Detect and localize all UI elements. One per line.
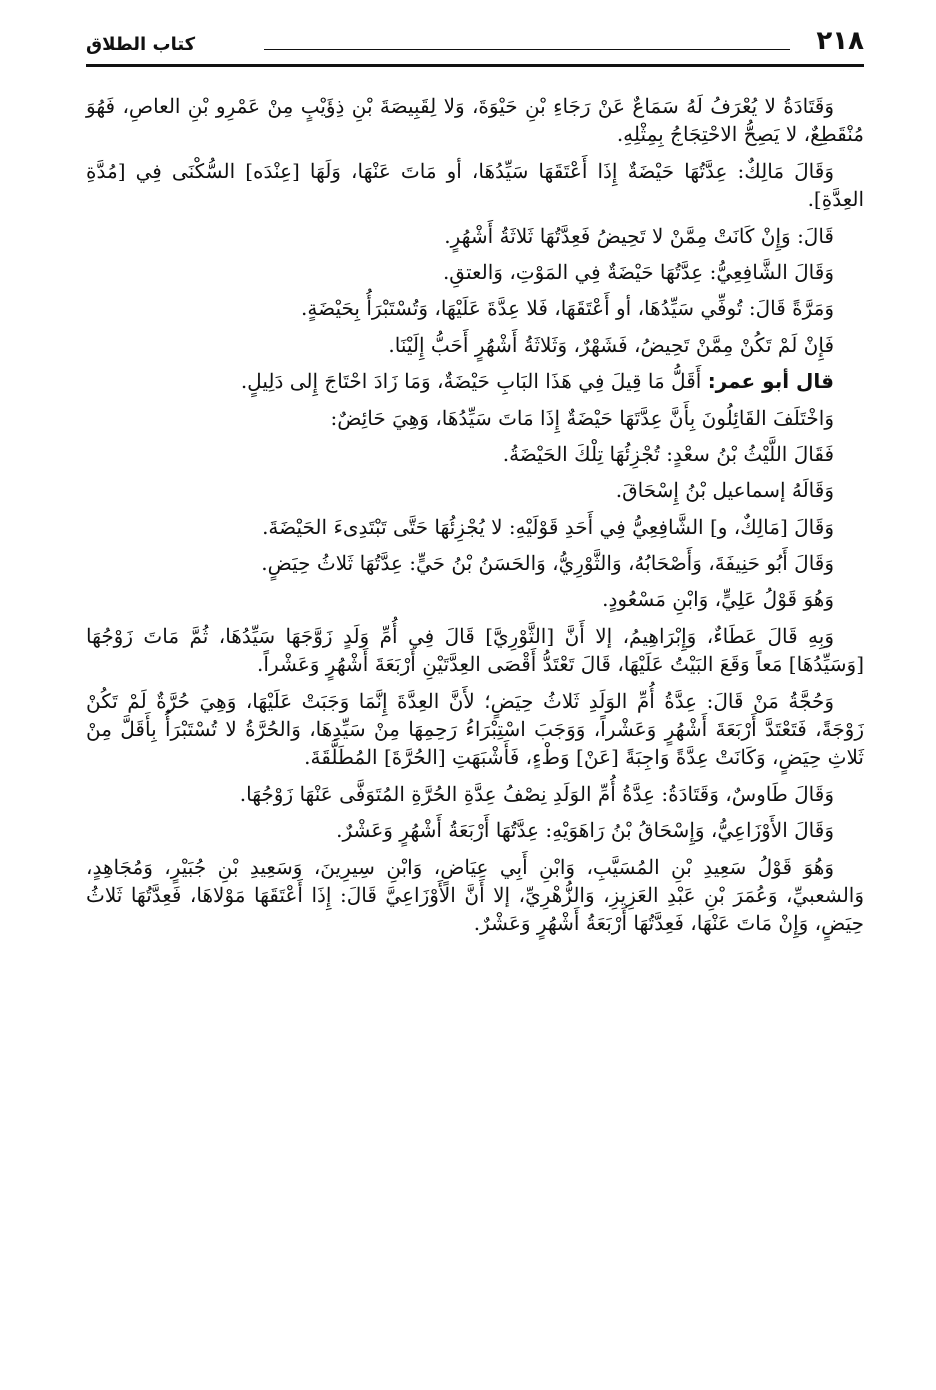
paragraph: وَقَالَ [مَالِكٌ، و] الشَّافِعِيُّ فِي أَحَدِ قَوْلَيْهِ: لا يُجْزِئُهَا حَتَّى تَبْتَدِىءَ الحَيْضَةَ. bbox=[262, 514, 834, 539]
paragraph: فَإِنْ لَمْ تَكُنْ مِمَّنْ تَحِيضُ، فَشَهْرٌ، وَثَلاثَةُ أَشْهُرٍ أَحَبُّ إِلَيْنَا. bbox=[388, 332, 834, 357]
paragraph: وَبِهِ قَالَ عَطَاءٌ، وَإِبْرَاهِيمُ، إلا أَنَّ [الثَّوْرِيَّ] قَالَ فِي أُمِّ وَلَدٍ زَوَّجَهَا سَيِّدُهَا، ثُمَّ مَاتَ زَوْجُهَا [وَسَيِّدُهَا] مَعاً وَقَعَ البَيْتُ عَلَيْهَا، قَالَ تَعْتَدُّ أَقْصَى العِدَّتَيْنِ أَرْبَعَةَ أَشْهُرٍ وَعَشْراً. bbox=[86, 623, 864, 677]
paragraph: وَمَرَّةً قَالَ: تُوفِّي سَيِّدُهَا، أو أَعْتَقَهَا، فَلا عِدَّةَ عَلَيْهَا، وَتُسْتَبْرَأُ بِحَيْضَةٍ. bbox=[301, 296, 834, 321]
paragraph: فَقَالَ اللَّيْثُ بْنُ سعْدٍ: تُجْزِئُهَا تِلْكَ الحَيْضَةُ. bbox=[502, 441, 834, 466]
paragraph: وَهُوَ قَوْلُ سَعِيدِ بْنِ المُسَيَّبِ، وَابْنِ أَبِي عِيَاضٍ، وَابْنِ سِيرِينَ، وَسَعِيدِ بْنِ جُبَيْرٍ، وَمُجَاهِدٍ، وَالشعبيِّ، وَعُمَرَ بْنِ عَبْدِ العَزِيزِ، وَالزُّهْرِيِّ، إلا أَنَّ الأَوْزَاعِيَّ قَالَ: إِذَا أَعْتَقَهَا مَوْلاهَا، فَعِدَّتُهَا ثَلاثُ حِيَضٍ، وَإِنْ مَاتَ عَنْهَا، فَعِدَّتُهَا أَرْبَعَةُ أَشْهُرٍ وَعَشْرٌ. bbox=[86, 854, 864, 936]
paragraph: قَالَ: وَإِنْ كَانَتْ مِمَّنْ لا تَحِيضُ فَعِدَّتُهَا ثَلاثَةُ أَشْهُرٍ. bbox=[444, 223, 834, 248]
speaker-label: قال أبو عمر: bbox=[707, 369, 834, 394]
paragraph: وَقَالَهُ إسماعيل بْنُ إِسْحَاقَ. bbox=[615, 478, 834, 503]
paragraph: وَاخْتَلَفَ القَائِلُونَ بِأَنَّ عِدَّتَهَا حَيْضَةٌ إِذَا مَاتَ سَيِّدُهَا، وَهِيَ حَائِضٌ: bbox=[330, 405, 834, 430]
paragraph-with-speaker bbox=[86, 367, 864, 395]
page-header bbox=[86, 26, 864, 62]
header-divider bbox=[264, 49, 790, 50]
paragraph: وَحُجَّةُ مَنْ قَالَ: عِدَّةُ أُمِّ الوَلَدِ ثَلاثُ حِيَضٍ؛ لأَنَّ العِدَّةَ إِنَّمَا وَجَبَتْ عَلَيْهَا، وَهِيَ حُرَّةٌ لَمْ تَكُنْ زَوْجَةً، فَتَعْتَدَّ أَرْبَعَةَ أَشْهُرٍ وَعَشْراً، وَوَجَبَ اسْتِبْرَاءُ رَحِمِهَا مِنْ سَيِّدِهَا، وَالحُرَّةُ لا تُسْتَبْرَأُ بِأَقَلَّ مِنْ ثَلاثِ حِيَضٍ، وَكَانَتْ عِدَّةً وَاجِبَةً [عَنْ] وَطْءٍ، فَأَشْبَهَتِ [الحُرَّةَ] المُطَلَّقَةَ. bbox=[86, 688, 864, 770]
paragraph: وَهُوَ قَوْلُ عَلِيٍّ، وَابْنِ مَسْعُودٍ. bbox=[602, 587, 834, 612]
running-title: كتاب الطلاق bbox=[86, 34, 196, 55]
paragraph-text: أَقَلُّ مَا قِيلَ فِي هَذَا البَابِ حَيْضَةٌ، وَمَا زَادَ احْتَاجَ إِلى دَلِيلٍ. bbox=[240, 369, 708, 394]
paragraph: وَقَتَادَةُ لا يُعْرَفُ لَهُ سَمَاعٌ عَنْ رَجَاءِ بْنِ حَيْوَةَ، وَلا لِقَبِيصَةَ بْنِ ذِؤَيْبٍ مِنْ عَمْرِو بْنِ العاصِ، فَهُوَ مُنْقَطِعٌ، لا يَصِحُّ الاحْتِجَاجُ بِمِثْلِهِ. bbox=[86, 94, 864, 147]
paragraph: وَقَالَ الشَّافِعِيُّ: عِدَّتُهَا حَيْضَةٌ فِي المَوْتِ، وَالعتقِ. bbox=[442, 259, 834, 284]
header-rule bbox=[86, 64, 864, 67]
paragraph: وَقَالَ الأَوْزَاعِيُّ، وَإِسْحَاقُ بْنُ رَاهَوَيْهِ: عِدَّتُهَا أَرْبَعَةُ أَشْهُرٍ وَعَشْرٌ. bbox=[336, 818, 834, 843]
body-text bbox=[86, 92, 864, 946]
paragraph: وَقَالَ طَاوسٌ، وَقَتَادَةُ: عِدَّةُ أُمِّ الوَلَدِ نِصْفُ عِدَّةِ الحُرَّةِ المُتَوَفَّى عَنْهَا زَوْجُهَا. bbox=[239, 781, 834, 806]
paragraph: وَقَالَ أَبُو حَنِيفَةَ، وَأَصْحَابُهُ، وَالثَّوْرِيُّ، وَالحَسَنُ بْنُ حَيٍّ: عِدَّتُهَا ثَلاثُ حِيَضٍ. bbox=[261, 551, 834, 576]
page-number: ٢١٨ bbox=[816, 26, 864, 56]
paragraph: وَقَالَ مَالِكٌ: عِدَّتُهَا حَيْضَةٌ إِذَا أَعْتَقَهَا سَيِّدُهَا، أو مَاتَ عَنْهَا، وَلَهَا [عِنْدَه] السُّكْنَى فِي [مُدَّةِ العِدَّةِ]. bbox=[86, 158, 864, 212]
